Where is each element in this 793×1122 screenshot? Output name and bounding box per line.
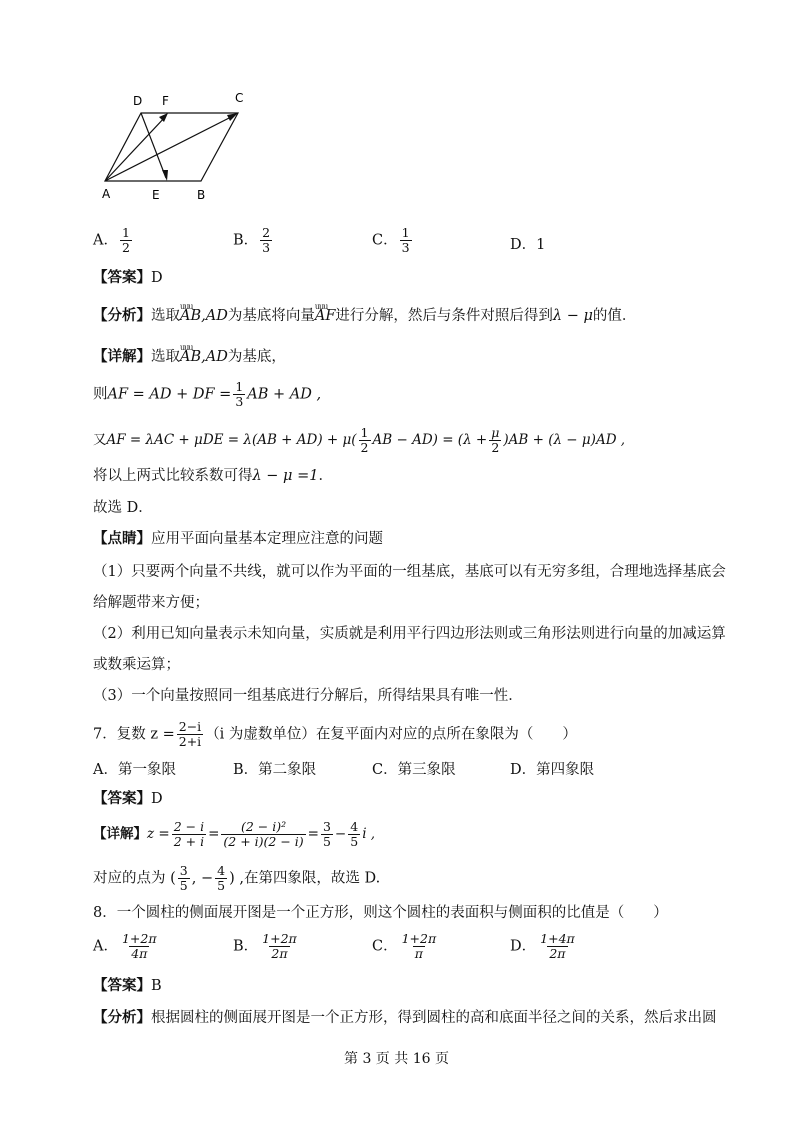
q7-point: 对应的点为 ( $\frac{3}{5}$ , − $\frac{4}{5}$ ) ,在第四象限，故选 D. <box>93 863 381 893</box>
q6-answer: 【答案】D <box>93 269 163 286</box>
q7-choice-b: B．第二象限 <box>233 762 317 778</box>
q7-choice-a: A．第一象限 <box>93 762 176 778</box>
q6-tips-3: （3）一个向量按照同一组基底进行分解后，所得结果具有唯一性． <box>93 688 523 704</box>
label-e: E <box>152 188 160 202</box>
q8-choice-b: B． $\frac{1+2\pi}{2\pi}$ <box>233 931 297 961</box>
q7-stem: 7．复数 z = $\frac{2-i}{2+i}$ （i 为虚数单位）在复平面内对应的点所在象限为（ ） <box>93 719 577 749</box>
q6-detail-3: 又AF = λAC + μDE = λ(AB + AD) + μ( $\frac{1}{2}$ AB − AD) = (λ + $\frac{\mu}{2}$ )AB + (λ − μ)AD , <box>93 425 626 455</box>
q7-detail: 【详解】z = $\frac{2 - i}{2 + i}$ = $\frac{\text{(2 − i)²}}{(2 + i)(2 - i)}$ = $\frac{3}{5}$ − $\frac{4}{5}$ i , <box>93 819 376 849</box>
q6-tips-2b: 或数乘运算； <box>93 657 180 673</box>
q6-detail-1: 【详解】选取uuu AB,AD为基底， <box>93 347 286 367</box>
vector-af <box>105 116 166 181</box>
q6-choice-d: D．1 <box>510 237 546 253</box>
q8-analysis: 【分析】根据圆柱的侧面展开图是一个正方形，得到圆柱的高和底面半径之间的关系，然后求出圆 <box>93 1009 717 1026</box>
q7-choice-c: C．第三象限 <box>372 762 456 778</box>
vector-ac <box>105 115 235 181</box>
q6-detail-4: 将以上两式比较系数可得λ − μ =1． <box>93 468 333 484</box>
q8-stem: 8．一个圆柱的侧面展开图是一个正方形，则这个圆柱的表面积与侧面积的比值是（ ） <box>93 905 668 921</box>
q6-tips-title: 【点睛】应用平面向量基本定理应注意的问题 <box>93 530 383 547</box>
q6-choice-c: C． $\frac{1}{3}$ <box>372 225 410 255</box>
q7-choice-d: D．第四象限 <box>510 762 595 778</box>
q6-detail-2: 则AF = AD + DF = $\frac{1}{3}$ AB + AD , <box>93 379 322 409</box>
q7-answer: 【答案】D <box>93 790 163 807</box>
label-b: B <box>197 188 206 202</box>
q8-choice-d: D． $\frac{1+4\pi}{2\pi}$ <box>510 931 575 961</box>
label-a: A <box>102 187 111 201</box>
q6-tips-1a: （1）只要两个向量不共线，就可以作为平面的一组基底，基底可以有无穷多组，合理地选择基底会 <box>93 564 726 580</box>
vector-de <box>141 113 166 178</box>
q6-choice-a: A． $\frac{1}{2}$ <box>93 225 130 255</box>
q8-choice-a: A． $\frac{1+2\pi}{4\pi}$ <box>93 931 157 961</box>
label-d: D <box>133 94 143 108</box>
parallelogram-figure <box>95 88 255 208</box>
arrowhead-f <box>159 113 168 122</box>
q6-detail-5: 故选 D． <box>93 500 153 516</box>
q6-choice-b: B． $\frac{2}{3}$ <box>233 225 271 255</box>
label-f: F <box>162 94 169 108</box>
q6-tips-1b: 给解题带来方便； <box>93 595 209 611</box>
page-footer: 第 3 页 共 16 页 <box>344 1051 449 1067</box>
label-c: C <box>235 91 244 105</box>
q6-tips-2a: （2）利用已知向量表示未知向量，实质就是利用平行四边形法则或三角形法则进行向量的加减运算 <box>93 626 726 642</box>
q8-answer: 【答案】B <box>93 977 162 994</box>
arrowhead-e <box>162 170 168 181</box>
q8-choice-c: C． $\frac{1+2\pi}{\pi}$ <box>372 931 437 961</box>
q6-analysis: 【分析】选取uuu AB,AD为基底将向量uuu AF进行分解，然后与条件对照后得到λ − μ的值． <box>93 306 636 326</box>
